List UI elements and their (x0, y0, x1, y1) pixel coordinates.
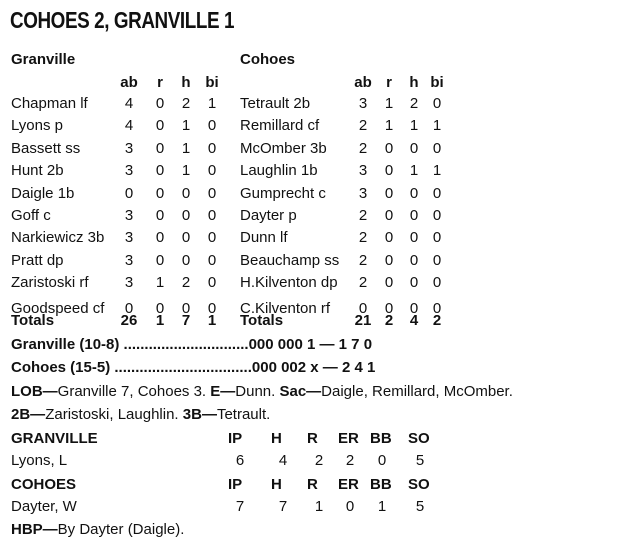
pitcher-stat-ip: 6 (235, 452, 245, 469)
player-stat-bi: 0 (207, 184, 217, 202)
player-stat-h: 0 (181, 251, 191, 269)
stat-header-ab: ab (354, 74, 372, 91)
player-stat-ab: 3 (124, 251, 134, 269)
player-name: Dunn lf (240, 229, 288, 247)
pitcher-stat-er: 2 (345, 452, 355, 469)
linescore-team: Cohoes (15-5) (11, 359, 111, 376)
totals-ab: 26 (120, 312, 138, 329)
player-stat-ab: 3 (358, 95, 368, 112)
pitching-team-granville: GRANVILLE (11, 430, 98, 447)
linescore-dash: — (318, 359, 342, 376)
totals-h: 7 (181, 312, 191, 329)
player-stat-bi: 0 (207, 207, 217, 224)
player-stat-bi: 0 (207, 229, 217, 247)
headline: COHOES 2, GRANVILLE 1 (10, 7, 235, 33)
pitching-header-h: H (271, 476, 282, 493)
hbp-line (11, 521, 184, 539)
player-stat-r: 0 (155, 299, 165, 317)
player-stat-h: 2 (181, 274, 191, 292)
player-stat-bi: 0 (207, 139, 217, 157)
player-stat-r: 0 (384, 139, 394, 157)
pitching-header-h: H (271, 430, 282, 447)
team-heading-cohoes: Cohoes (240, 51, 296, 68)
player-stat-bi: 0 (207, 117, 217, 135)
player-stat-bi: 0 (207, 162, 217, 180)
player-stat-r: 0 (155, 229, 165, 247)
sac-text: Daigle, Remillard, McOmber. (321, 383, 513, 400)
player-stat-r: 1 (155, 274, 165, 292)
pitcher-stat-so: 5 (415, 452, 425, 469)
player-stat-bi: 0 (432, 251, 442, 269)
pitcher-stat-h: 4 (278, 452, 288, 469)
player-stat-h: 2 (409, 95, 419, 112)
linescore-dash: — (315, 336, 339, 353)
player-stat-h: 0 (409, 207, 419, 224)
totals-bi: 1 (207, 312, 217, 329)
player-stat-r: 1 (384, 95, 394, 112)
player-stat-ab: 2 (358, 251, 368, 269)
stat-header-bi: bi (430, 74, 444, 91)
player-stat-h: 1 (181, 139, 191, 157)
pitching-header-r: R (307, 476, 318, 493)
player-stat-bi: 0 (432, 95, 442, 112)
totals-label: Totals (240, 312, 284, 329)
notes-line-1 (11, 383, 513, 401)
e-text: Dunn. (235, 383, 280, 400)
pitching-header-bb: BB (370, 476, 392, 493)
player-stat-r: 0 (384, 229, 394, 247)
pitcher-stat-bb: 0 (377, 452, 387, 469)
linescore-innings: 000 002 x (251, 359, 319, 376)
player-stat-ab: 2 (358, 117, 368, 135)
player-name: Remillard cf (240, 117, 320, 135)
pitching-header-so: SO (408, 476, 430, 493)
player-stat-h: 0 (409, 139, 419, 157)
player-name: C.Kilventon rf (240, 299, 331, 317)
player-stat-ab: 2 (358, 229, 368, 247)
player-name: Beauchamp ss (240, 251, 340, 269)
player-stat-bi: 0 (432, 274, 442, 292)
player-stat-bi: 0 (207, 299, 217, 317)
player-stat-ab: 4 (124, 117, 134, 135)
player-stat-h: 0 (409, 251, 419, 269)
player-stat-ab: 3 (124, 274, 134, 292)
pitching-header-so: SO (408, 430, 430, 447)
player-name: Goodspeed cf (11, 299, 105, 317)
player-stat-h: 0 (409, 274, 419, 292)
pitcher-name: Dayter, W (11, 498, 77, 515)
linescore-cohoes (11, 359, 375, 377)
pitching-header-ip: IP (228, 430, 243, 447)
player-stat-r: 0 (155, 117, 165, 135)
player-stat-ab: 2 (358, 139, 368, 157)
text: By Dayter (Daigle). (57, 521, 185, 538)
lob-text: Granville 7, Cohoes 3. (57, 383, 211, 400)
totals-h: 4 (409, 312, 419, 329)
player-stat-ab: 3 (124, 229, 134, 247)
doubles-text: Zaristoski, Laughlin. (45, 406, 183, 423)
stat-header-ab: ab (120, 74, 138, 91)
player-stat-r: 0 (155, 95, 165, 112)
player-stat-r: 0 (384, 251, 394, 269)
totals-r: 2 (384, 312, 394, 329)
player-name: Hunt 2b (11, 162, 64, 180)
pitching-header-er: ER (338, 476, 359, 493)
pitcher-name: Lyons, L (11, 452, 68, 469)
player-stat-bi: 1 (207, 95, 217, 112)
player-stat-ab: 3 (358, 162, 368, 180)
pitcher-stat-r: 1 (314, 498, 324, 515)
label: HBP— (11, 521, 58, 538)
totals-r: 1 (155, 312, 165, 329)
player-name: Goff c (11, 207, 51, 224)
player-name: Narkiewicz 3b (11, 229, 105, 247)
player-name: Lyons p (11, 117, 63, 135)
pitching-header-r: R (307, 430, 318, 447)
totals-label: Totals (11, 312, 55, 329)
team-heading-granville: Granville (11, 51, 76, 68)
pitcher-stat-r: 2 (314, 452, 324, 469)
player-stat-ab: 2 (358, 207, 368, 224)
player-stat-ab: 0 (124, 299, 134, 317)
player-name: Tetrault 2b (240, 95, 311, 112)
pitching-header-er: ER (338, 430, 359, 447)
player-stat-r: 0 (384, 207, 394, 224)
e-label: E— (210, 383, 236, 400)
player-stat-h: 0 (409, 229, 419, 247)
doubles-label: 2B— (11, 406, 46, 423)
pitcher-stat-h: 7 (278, 498, 288, 515)
player-stat-bi: 0 (432, 207, 442, 224)
totals-bi: 2 (432, 312, 442, 329)
player-stat-ab: 0 (358, 299, 368, 317)
player-stat-bi: 0 (207, 251, 217, 269)
player-stat-r: 0 (384, 162, 394, 180)
player-stat-h: 1 (409, 117, 419, 135)
player-stat-r: 1 (384, 117, 394, 135)
player-stat-bi: 0 (432, 184, 442, 202)
player-stat-h: 0 (181, 184, 191, 202)
stat-header-r: r (157, 74, 163, 91)
player-name: Dayter p (240, 207, 297, 224)
player-name: Bassett ss (11, 139, 81, 157)
player-name: Laughlin 1b (240, 162, 318, 180)
stat-header-bi: bi (205, 74, 219, 91)
player-name: H.Kilventon dp (240, 274, 338, 292)
player-stat-h: 0 (409, 184, 419, 202)
player-stat-bi: 0 (207, 274, 217, 292)
player-stat-h: 1 (181, 117, 191, 135)
player-stat-ab: 3 (124, 162, 134, 180)
linescore-dots: .............................. (119, 336, 249, 353)
linescore-dots: ................................. (110, 359, 252, 376)
player-stat-r: 0 (384, 184, 394, 202)
pitching-header-bb: BB (370, 430, 392, 447)
player-name: McOmber 3b (240, 139, 327, 157)
lob-label: LOB— (11, 383, 58, 400)
player-stat-r: 0 (384, 299, 394, 317)
pitcher-stat-ip: 7 (235, 498, 245, 515)
player-stat-r: 0 (155, 251, 165, 269)
player-stat-h: 1 (181, 162, 191, 180)
player-stat-ab: 4 (124, 95, 134, 112)
player-stat-ab: 3 (358, 184, 368, 202)
player-name: Daigle 1b (11, 184, 75, 202)
player-stat-r: 0 (155, 184, 165, 202)
player-stat-ab: 3 (124, 207, 134, 224)
player-stat-bi: 0 (432, 139, 442, 157)
notes-line-2 (11, 406, 270, 424)
linescore-rhe: 1 7 0 (338, 336, 373, 353)
pitcher-stat-er: 0 (345, 498, 355, 515)
pitcher-stat-so: 5 (415, 498, 425, 515)
linescore-team: Granville (10-8) (11, 336, 120, 353)
pitching-header-ip: IP (228, 476, 243, 493)
totals-ab: 21 (354, 312, 372, 329)
player-stat-r: 0 (155, 139, 165, 157)
player-stat-bi: 0 (432, 229, 442, 247)
player-stat-ab: 2 (358, 274, 368, 292)
player-stat-r: 0 (384, 274, 394, 292)
player-stat-h: 1 (409, 162, 419, 180)
sac-label: Sac— (279, 383, 322, 400)
player-stat-h: 0 (181, 207, 191, 224)
player-stat-bi: 0 (432, 299, 442, 317)
player-stat-h: 0 (409, 299, 419, 317)
stat-header-h: h (181, 74, 191, 91)
player-stat-h: 0 (181, 229, 191, 247)
player-stat-r: 0 (155, 207, 165, 224)
player-name: Chapman lf (11, 95, 88, 112)
player-stat-h: 0 (181, 299, 191, 317)
pitching-team-cohoes: COHOES (11, 476, 77, 493)
player-stat-r: 0 (155, 162, 165, 180)
pitcher-stat-bb: 1 (377, 498, 387, 515)
player-name: Gumprecht c (240, 184, 326, 202)
triples-label: 3B— (182, 406, 217, 423)
player-stat-ab: 0 (124, 184, 134, 202)
player-stat-ab: 3 (124, 139, 134, 157)
linescore-granville (11, 336, 372, 354)
player-stat-h: 2 (181, 95, 191, 112)
player-stat-bi: 1 (432, 162, 442, 180)
player-stat-bi: 1 (432, 117, 442, 135)
stat-header-r: r (386, 74, 392, 91)
linescore-innings: 000 000 1 (248, 336, 316, 353)
player-name: Zaristoski rf (11, 274, 89, 292)
triples-text: Tetrault. (216, 406, 271, 423)
linescore-rhe: 2 4 1 (341, 359, 376, 376)
player-name: Pratt dp (11, 251, 64, 269)
stat-header-h: h (409, 74, 419, 91)
